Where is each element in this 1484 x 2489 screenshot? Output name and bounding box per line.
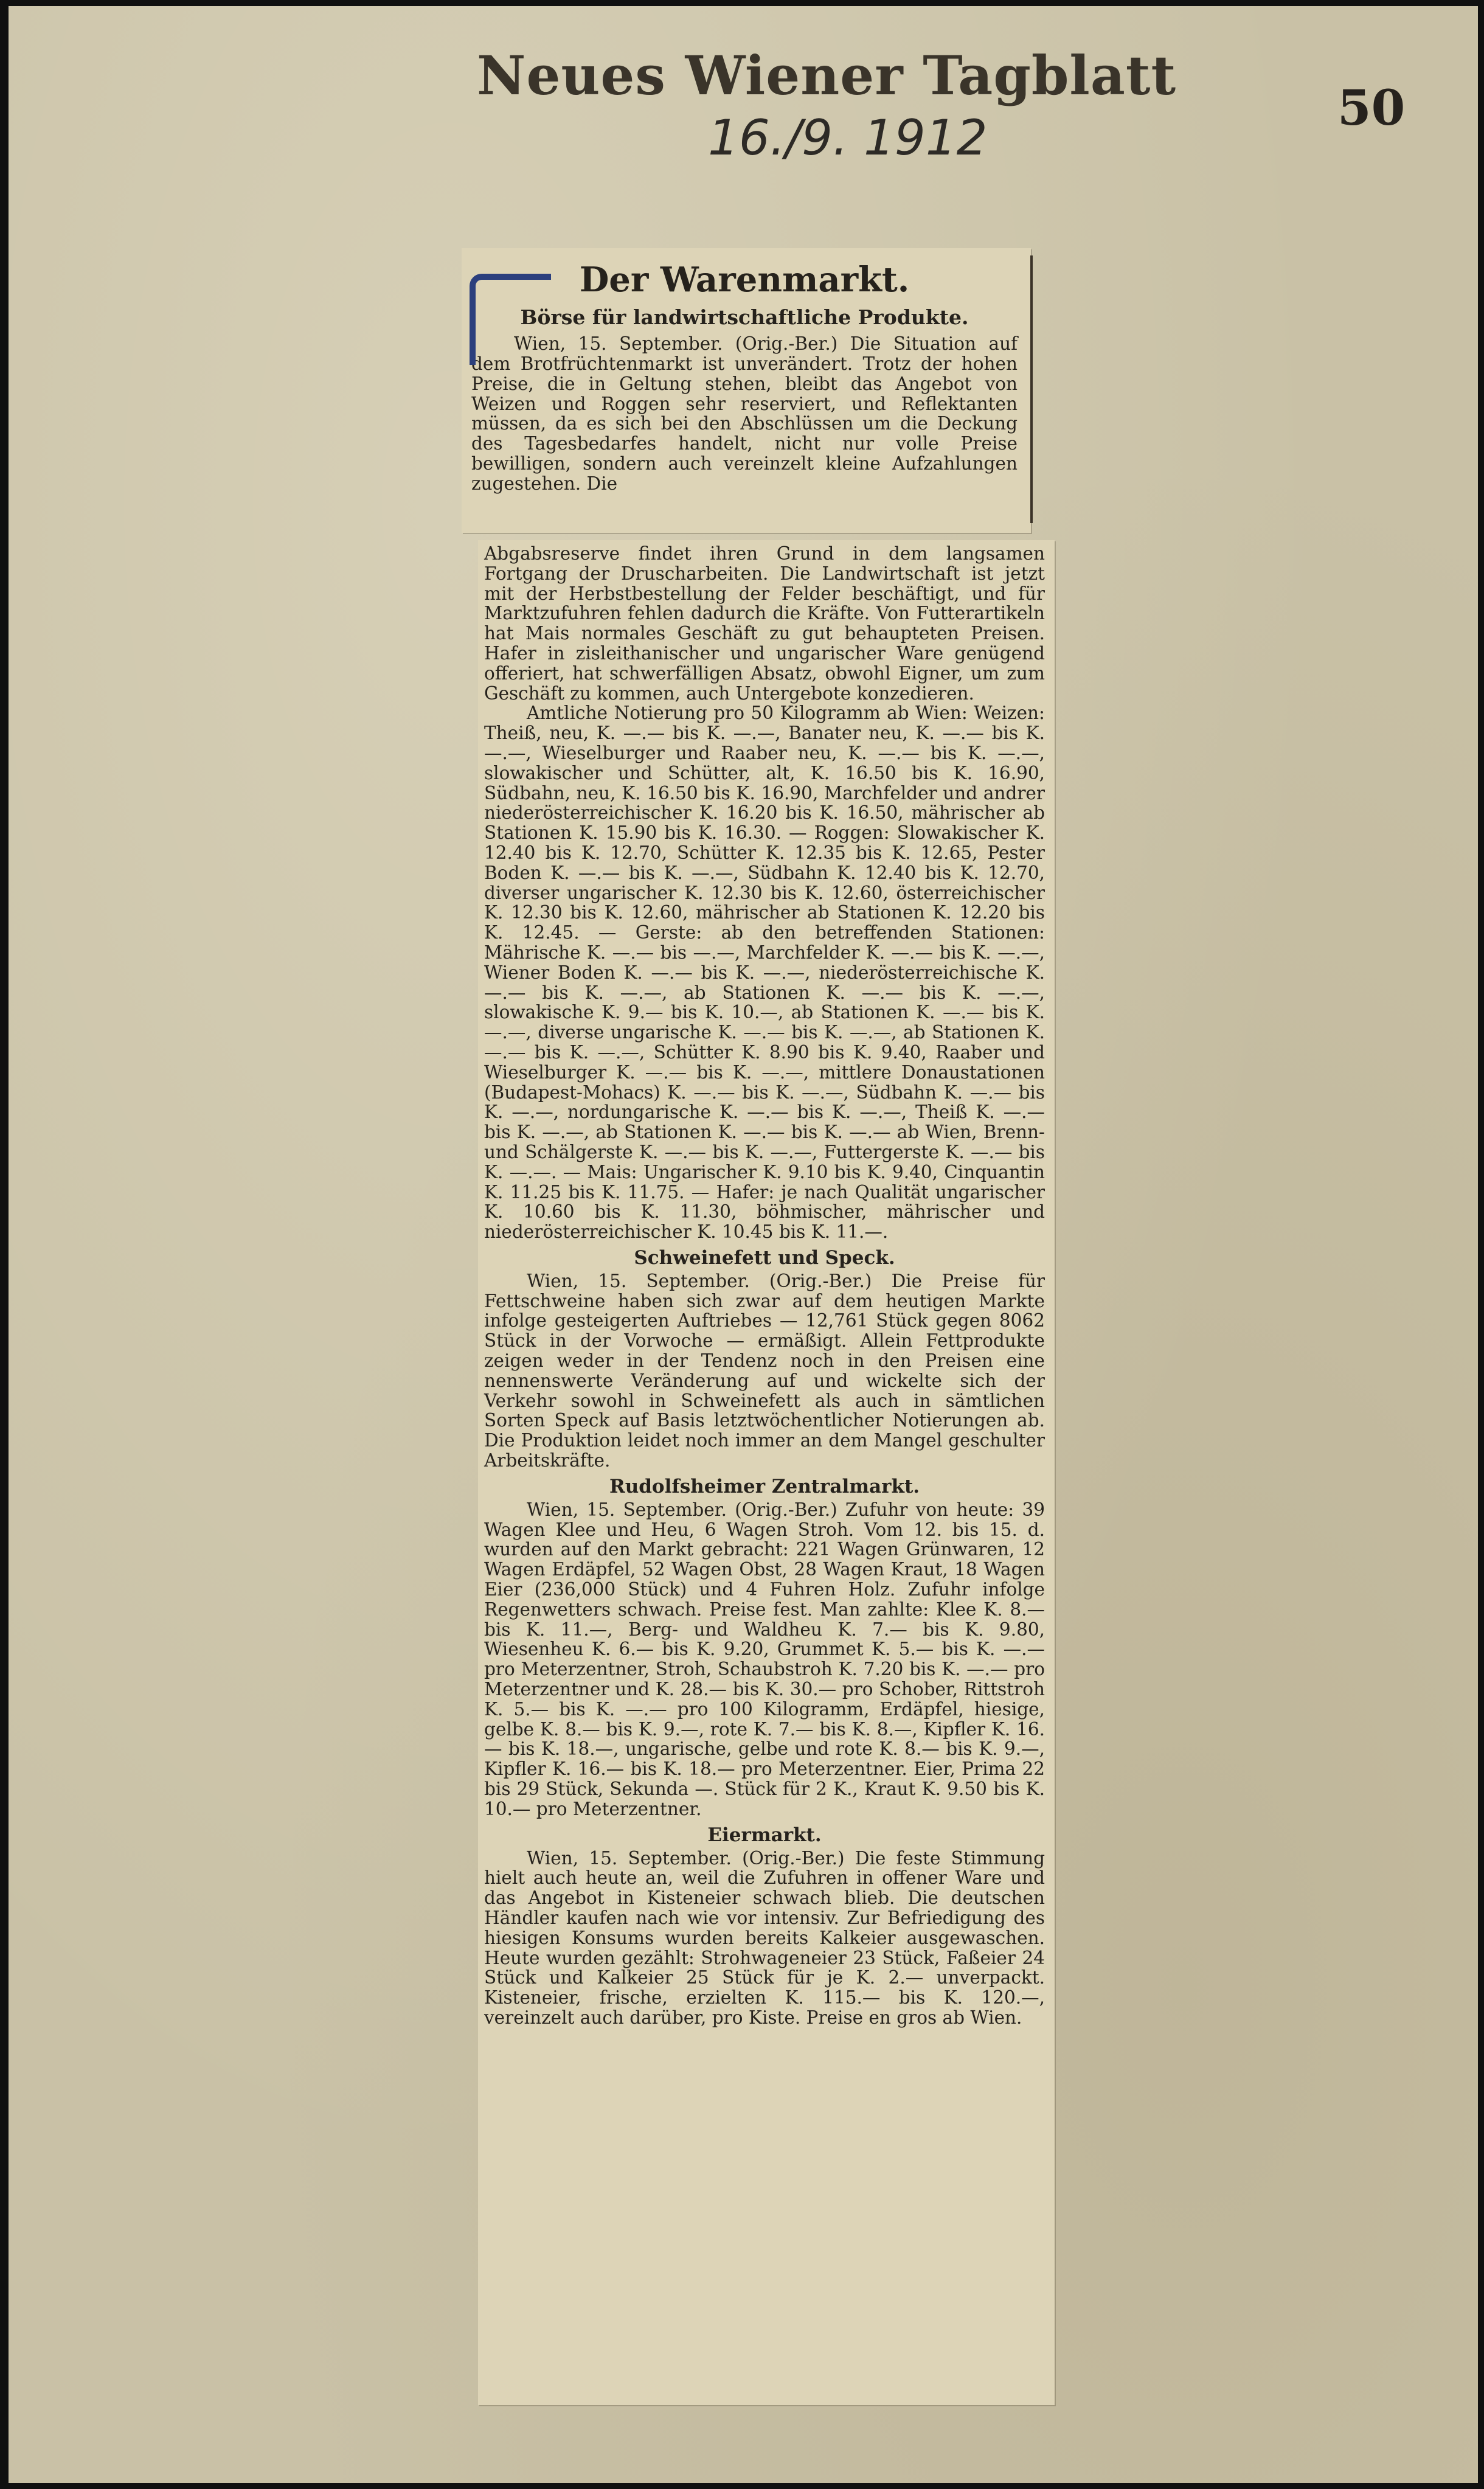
- article-title: Der Warenmarkt.: [579, 260, 910, 300]
- blue-pencil-mark: [470, 274, 551, 365]
- column-rule: [1030, 255, 1033, 523]
- newspaper-masthead: Neues Wiener Tagblatt: [477, 44, 1177, 107]
- handwritten-date: 16./9. 1912: [708, 109, 988, 166]
- official-quotations: Amtliche Notierung pro 50 Kilogramm ab Wien: Weizen: Theiß, neu, K. —.— bis K. —.—, Banater neu, K. —.— bis K. —.—, Wieselburger und Raaber neu, K. —.— bis K. —.—, slowakischer und Schütter, alt, K. 16.50 bis K. 16.90, Südbahn, neu, K. 16.50 bis K. 16.90, Marchfelder und andrer niederösterreichischer K. 16.20 bis K. 16.50, mährischer ab Stationen K. 15.90 bis K. 16.30. — Roggen: Slowakischer K. 12.40 bis K. 12.70, Schütter K. 12.35 bis K. 12.65, Pester Boden K. —.— bis K. —.—, Südbahn K. 12.40 bis K. 12.70, diverser ungarischer K. 12.30 bis K. 12.60, österreichischer K. 12.30 bis K. 12.60, mährischer ab Stationen K. 12.20 bis K. 12.45. — Gerste: ab den betreffenden Stationen: Mährische K. —.— bis —.—, Marchfelder K. —.— bis K. —.—, Wiener Boden K. —.— bis K. —.—, niederösterreichische K. —.— bis K. —.—, ab Stationen K. —.— bis K. —.—, slowakische K. 9.— bis K. 10.—, ab Stationen K. —.— bis K. —.—, diverse ungarische K. —.— bis K. —.—, ab Stationen K. —.— bis K. —.—, Schütter K. 8.90 bis K. 9.40, Raaber und Wieselburger K. —.— bis K. —.—, mittlere Donaustationen (Budapest-Mohacs) K. —.— bis K. —.—, Südbahn K. —.— bis K. —.—, nordungarische K. —.— bis K. —.—, Theiß K. —.— bis K. —.—, ab Stationen K. —.— bis K. —.— ab Wien, Brenn- und Schälgerste K. —.— bis K. —.—, Futtergerste K. —.— bis K. —.—. — Mais: Ungarischer K. 9.10 bis K. 9.40, Cinquantin K. 11.25 bis K. 11.75. — Hafer: je nach Qualität ungarischer K. 10.60 bis K. 11.30, böhmischer, mährischer und niederösterreichischer K. 10.45 bis K. 11.—.: [484, 703, 1045, 1243]
- section-text-rudolfsheim: Wien, 15. September. (Orig.-Ber.) Zufuhr von heute: 39 Wagen Klee und Heu, 6 Wagen Stroh. Vom 12. bis 15. d. wurden auf den Markt gebracht: 221 Wagen Grünwaren, 12 Wagen Erdäpfel, 52 Wagen Obst, 28 Wagen Kraut, 18 Wagen Eier (236,000 Stück) und 4 Fuhren Holz. Zufuhr infolge Regenwetters schwach. Preise fest. Man zahlte: Klee K. 8.— bis K. 11.—, Berg- und Waldheu K. 7.— bis K. 9.80, Wiesenheu K. 6.— bis K. 9.20, Grummet K. 5.— bis K. —.— pro Meterzentner, Stroh, Schaubstroh K. 7.20 bis K. —.— pro Meterzentner und K. 28.— bis K. 30.— pro Schober, Rittstroh K. 5.— bis K. —.— pro 100 Kilogramm, Erdäpfel, hiesige, gelbe K. 8.— bis K. 9.—, rote K. 7.— bis K. 8.—, Kipfler K. 16.— bis K. 18.—, ungarische, gelbe und rote K. 8.— bis K. 9.—, Kipfler K. 16.— bis K. 18.— pro Meterzentner. Eier, Prima 22 bis 29 Stück, Sekunda —. Stück für 2 K., Kraut K. 9.50 bis K. 10.— pro Meterzentner.: [484, 1499, 1045, 1819]
- article-subtitle: Börse für landwirtschaftliche Produkte.: [520, 305, 969, 329]
- section-text-eiermarkt: Wien, 15. September. (Orig.-Ber.) Die feste Stimmung hielt auch heute an, weil die Zufuhren in offener Ware und das Angebot in Kisteneier schwach blieb. Die deutschen Händler kaufen nach wie vor intensiv. Zur Befriedigung des hiesigen Konsums wurden bereits Kalkeier ausgewaschen. Heute wurden gezählt: Strohwageneier 23 Stück, Faßeier 24 Stück und Kalkeier 25 Stück für je K. 2.— unverpackt. Kisteneier, frische, erzielten K. 115.— bis K. 120.—, vereinzelt auch darüber, pro Kiste. Preise en gros ab Wien.: [484, 1847, 1045, 2028]
- section-title-rudolfsheim: Rudolfsheimer Zentralmarkt.: [609, 1475, 920, 1498]
- archive-sheet: [9, 6, 1478, 2483]
- clipping-part-2-body: [478, 540, 1055, 2028]
- page-number: 50: [1337, 79, 1406, 136]
- section-title-eiermarkt: Eiermarkt.: [707, 1824, 822, 1846]
- section-title-schweinefett: Schweinefett und Speck.: [634, 1246, 895, 1269]
- article-intro: Wien, 15. September. (Orig.-Ber.) Die Situation auf dem Brotfrüchtenmarkt ist unverändert. Trotz der hohen Preise, die in Geltung stehen, bleibt das Angebot von Weizen und Roggen sehr reserviert, und Reflektanten müssen, da es sich bei den Abschlüssen um die Deckung des Tagesbedarfes handelt, nicht nur volle Preise bewilligen, sondern auch vereinzelt kleine Aufzahlungen zugestehen. Die: [471, 333, 1018, 494]
- article-continuation: Abgabsreserve findet ihren Grund in dem langsamen Fortgang der Druscharbeiten. Die Landwirtschaft ist jetzt mit der Herbstbestellung der Felder beschäftigt, und für Marktzufuhren fehlen dadurch die Kräfte. Von Futterartikeln hat Mais normales Geschäft zu gut behaupteten Preisen. Hafer in zisleithanischer und ungarischer Ware genügend offeriert, hat schwerfälligen Absatz, obwohl Eigner, um zum Geschäft zu kommen, auch Untergebote konzedieren.: [484, 543, 1045, 704]
- clipping-part-2: [478, 540, 1055, 2405]
- section-text-schweinefett: Wien, 15. September. (Orig.-Ber.) Die Preise für Fettschweine haben sich zwar auf dem heutigen Markte infolge gesteigerten Auftriebes — 12,761 Stück gegen 8062 Stück in der Vorwoche — ermäßigt. Allein Fettprodukte zeigen weder in der Tendenz noch in den Preisen eine nennenswerte Veränderung auf und wickelte sich der Verkehr sowohl in Schweinefett als auch in sämtlichen Sorten Speck auf Basis letztwöchentlicher Notierungen ab. Die Produktion leidet noch immer an dem Mangel geschulter Arbeitskräfte.: [484, 1270, 1045, 1471]
